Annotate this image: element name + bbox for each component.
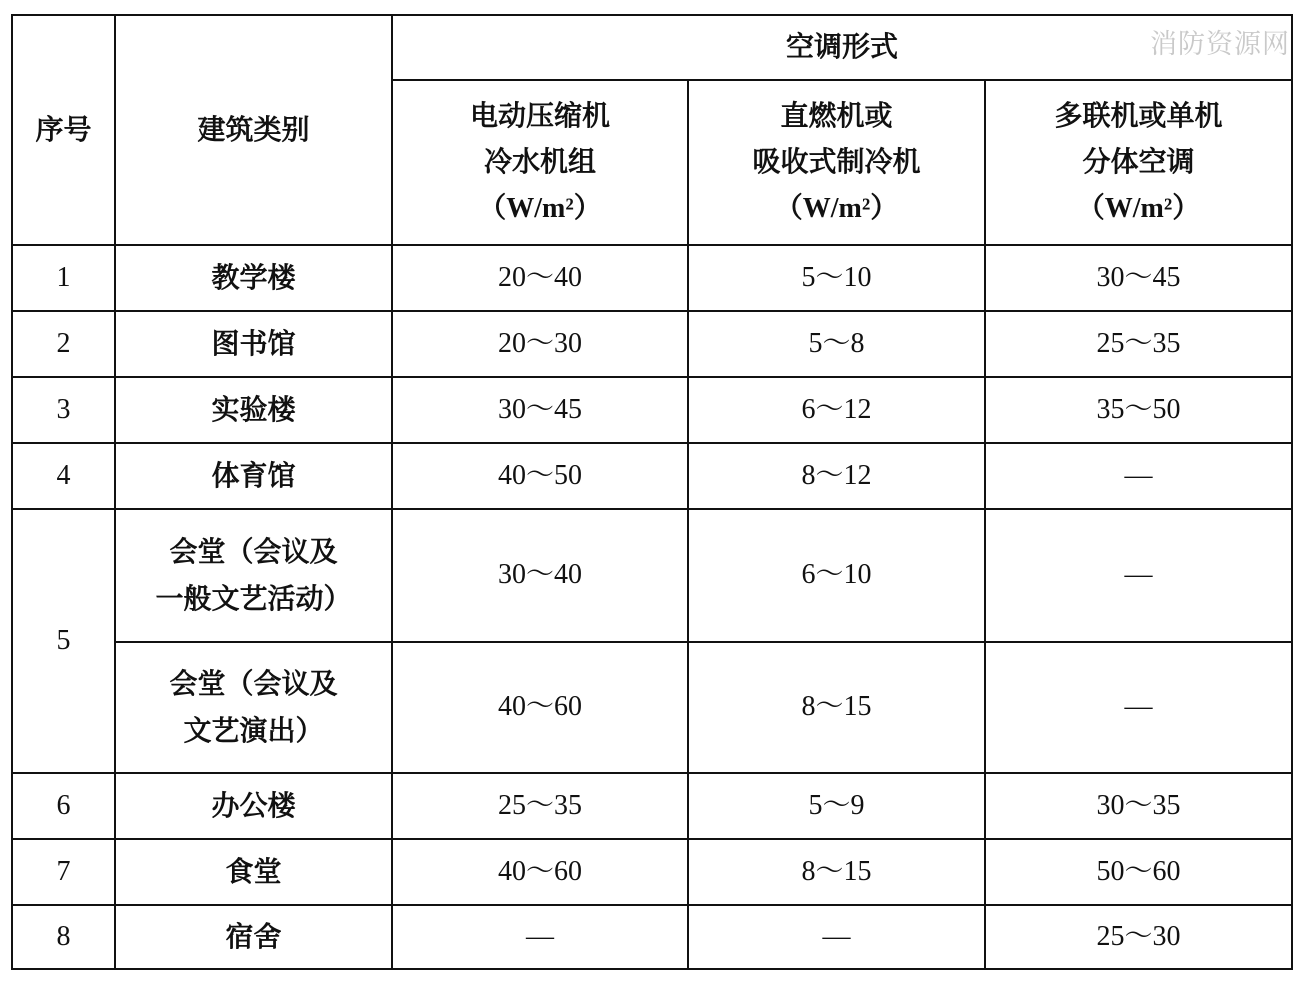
header-col-split-ac (985, 80, 1292, 245)
row-category-line2: 一般文艺活动） (155, 581, 352, 615)
row-index: 4 (12, 443, 115, 509)
row-index: 1 (12, 245, 115, 311)
row-category: 图书馆 (115, 311, 392, 377)
table-row (12, 773, 1292, 839)
row-index: 2 (12, 311, 115, 377)
row-category (115, 642, 392, 773)
table-row (12, 377, 1292, 443)
row-col1-value: 25～35 (392, 773, 688, 839)
row-category: 体育馆 (115, 443, 392, 509)
header-category: 建筑类别 (115, 15, 392, 245)
row-category: 办公楼 (115, 773, 392, 839)
row-col2-value: 8～15 (688, 642, 985, 773)
row-category: 食堂 (115, 839, 392, 905)
row-col2-value: — (688, 905, 985, 969)
row-col3-value: 50～60 (985, 839, 1292, 905)
header-col2-line1: 直燃机或 (780, 99, 893, 133)
row-col1-value: 30～45 (392, 377, 688, 443)
header-col-electric-chiller (392, 80, 688, 245)
table-row (12, 905, 1292, 969)
row-col3-value: 30～35 (985, 773, 1292, 839)
row-category-line1: 会堂（会议及 (169, 667, 338, 701)
row-col1-value: 40～50 (392, 443, 688, 509)
row-col3-value: 25～30 (985, 905, 1292, 969)
row-index: 3 (12, 377, 115, 443)
row-col3-value: — (985, 509, 1292, 642)
row-category (115, 509, 392, 642)
header-col3-line1: 多联机或单机 (1054, 99, 1223, 133)
table-row (12, 839, 1292, 905)
row-col2-value: 5～8 (688, 311, 985, 377)
table-row (12, 245, 1292, 311)
row-col3-value: 25～35 (985, 311, 1292, 377)
row-category: 教学楼 (115, 245, 392, 311)
row-category: 实验楼 (115, 377, 392, 443)
cooling-load-table (11, 14, 1293, 970)
row-col2-value: 5～10 (688, 245, 985, 311)
row-col3-value: — (985, 443, 1292, 509)
header-col1-unit: （W/m²） (478, 192, 602, 224)
row-category: 宿舍 (115, 905, 392, 969)
row-col3-value: 35～50 (985, 377, 1292, 443)
row-col2-value: 6～10 (688, 509, 985, 642)
row-col1-value: 40～60 (392, 642, 688, 773)
row-col1-value: 20～40 (392, 245, 688, 311)
header-index: 序号 (12, 15, 115, 245)
row-col1-value: 30～40 (392, 509, 688, 642)
table-row (12, 509, 1292, 642)
header-col3-unit: （W/m²） (1076, 192, 1201, 224)
header-col2-unit: （W/m²） (774, 192, 899, 224)
row-category-line1: 会堂（会议及 (169, 535, 338, 569)
header-col1-line2: 冷水机组 (483, 145, 596, 179)
row-index: 7 (12, 839, 115, 905)
header-col2-line2: 吸收式制冷机 (752, 145, 921, 179)
row-col2-value: 8～12 (688, 443, 985, 509)
table-row (12, 443, 1292, 509)
table-row (12, 642, 1292, 773)
header-col3-line2: 分体空调 (1082, 145, 1195, 179)
row-col3-value: — (985, 642, 1292, 773)
table-row (12, 311, 1292, 377)
watermark: 消防资源网 (1150, 29, 1290, 60)
row-col1-value: 40～60 (392, 839, 688, 905)
row-col1-value: 20～30 (392, 311, 688, 377)
row-index: 5 (12, 509, 115, 773)
header-col-absorption-chiller (688, 80, 985, 245)
row-index: 6 (12, 773, 115, 839)
row-col2-value: 6～12 (688, 377, 985, 443)
header-ac-type: 空调形式 (392, 15, 1292, 80)
row-col1-value: — (392, 905, 688, 969)
row-col2-value: 5～9 (688, 773, 985, 839)
row-index: 8 (12, 905, 115, 969)
header-col1-line1: 电动压缩机 (469, 99, 610, 133)
row-category-line2: 文艺演出） (183, 713, 324, 747)
row-col2-value: 8～15 (688, 839, 985, 905)
row-col3-value: 30～45 (985, 245, 1292, 311)
